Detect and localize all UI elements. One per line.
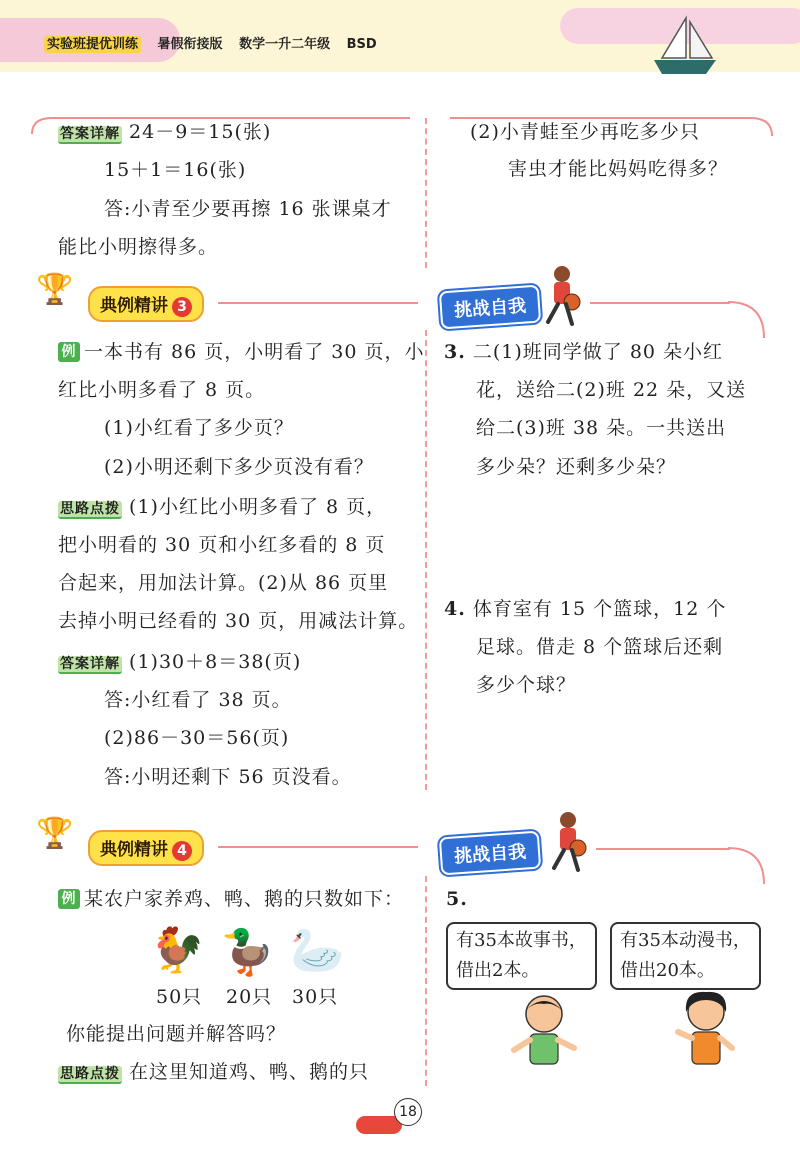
animal-count: 50只 [156,986,203,1008]
hint-line [58,495,386,521]
bubble-line: 有35本动漫书， [620,930,751,951]
question-number: 3. [444,341,466,363]
question-line: 你能提出问题并解答吗？ [66,1023,287,1045]
edition-code: BSD [346,37,377,52]
bottom-divider [425,876,427,1086]
speech-bubble-1 [446,922,597,990]
bubble-line: 借出20本。 [620,960,715,981]
page-number: 18 [394,1098,422,1126]
rooster-icon: 🐓 [150,925,205,976]
hint-line: 合起来，用加法计算。(2)从 86 页里 [58,572,389,594]
answer-block-top [58,120,271,146]
example-line: 红比小明多看了 8 页。 [58,379,266,401]
question-line: (2)小青蛙至少再吃多少只 [470,121,700,143]
answer-line: 15＋1＝16(张) [104,159,247,181]
answer-line [58,650,301,676]
answer-text: (1)30＋8＝38(页) [129,651,302,673]
answer-line: 答:小明还剩下 56 页没看。 [104,766,352,788]
header-text [44,33,389,52]
question-3 [444,340,723,364]
goose-icon: 🦢 [290,925,345,976]
hint-text: (1)小红比小明多看了 8 页， [129,496,387,518]
bubble-line: 借出2本。 [456,960,540,981]
example-text: 一本书有 86 页，小明看了 30 页，小 [84,341,425,363]
basketball-player-icon [532,264,588,330]
answer-line: 答:小红看了 38 页。 [104,689,292,711]
edition-subtitle: 暑假衔接版 [157,37,223,52]
section-title-3 [88,286,204,322]
challenge-label: 挑战自我 [439,831,541,876]
boy-icon [508,992,580,1078]
example-line [58,340,425,364]
question-text: 体育室有 15 个篮球，12 个 [472,598,727,620]
question-line: 多少个球？ [476,674,577,696]
hint-line: 去掉小明已经看的 30 页，用减法计算。 [58,610,419,632]
series-title: 实验班提优训练 [44,36,141,53]
question-text: 二(1)班同学做了 80 朵小红 [472,341,724,363]
question-number: 4. [444,598,466,620]
trophy-icon: 🏆 [36,272,74,307]
hint-line: 把小明看的 30 页和小红多看的 8 页 [58,534,386,556]
challenge-rule [596,848,730,850]
duck-icon: 🦆 [220,927,275,978]
answer-line: 24－9＝15(张) [129,121,272,143]
example-subquestion: (2)小明还剩下多少页没有看？ [104,456,374,478]
answer-line: 能比小明擦得多。 [58,236,219,258]
hint-tag: 思路点拨 [60,1066,120,1082]
answer-tag: 答案详解 [60,126,120,142]
section-title-text: 典例精讲 [100,840,168,860]
animal-count: 30只 [292,986,339,1008]
answer-line: (2)86－30＝56(页) [104,727,290,749]
trophy-icon: 🏆 [36,816,74,851]
hint-line [58,1060,369,1086]
question-line: 给二(3)班 38 朵。一共送出 [476,417,727,439]
top-divider [425,118,427,268]
basketball-player-icon [538,810,594,876]
example-subquestion: (1)小红看了多少页？ [104,417,294,439]
section-rule [218,302,418,304]
section-rule [218,846,418,848]
frame-corner [728,300,768,340]
example-tag: 例 [58,889,80,909]
grade-label: 数学一升二年级 [239,37,331,52]
hint-text: 在这里知道鸡、鸭、鹅的只 [129,1061,370,1083]
bubble-line: 有35本故事书， [456,930,587,951]
middle-divider [425,330,427,790]
section-number: 4 [172,841,192,861]
challenge-label: 挑战自我 [439,285,541,330]
answer-tag: 答案详解 [60,656,120,672]
speech-bubble-2 [610,922,761,990]
example-tag: 例 [58,342,80,362]
challenge-rule [590,302,730,304]
question-line: 足球。借走 8 个篮球后还剩 [476,636,724,658]
section-title-4 [88,830,204,866]
hint-tag: 思路点拨 [60,501,120,517]
example-text: 某农户家养鸡、鸭、鹅的只数如下： [84,888,405,910]
answer-line: 答:小青至少要再擦 16 张课桌才 [104,198,392,220]
question-4 [444,597,726,621]
question-line: 害虫才能比妈妈吃得多？ [508,158,729,180]
girl-icon [670,988,742,1078]
sailboat-icon [650,14,720,76]
question-number: 5. [446,888,468,910]
animal-count: 20只 [226,986,273,1008]
question-line: 花，送给二(2)班 22 朵，又送 [476,379,747,401]
example-line [58,887,404,911]
section-number: 3 [172,297,192,317]
question-line: 多少朵？还剩多少朵？ [476,456,677,478]
frame-corner [728,846,768,886]
section-title-text: 典例精讲 [100,296,168,316]
